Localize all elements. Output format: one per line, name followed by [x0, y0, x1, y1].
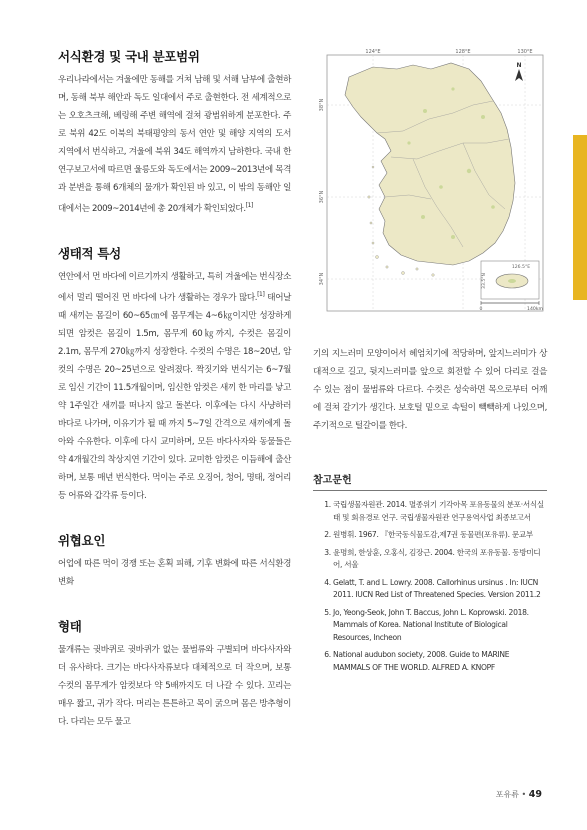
habitat-text: [58, 71, 291, 218]
chapter-tab: [573, 135, 587, 300]
right-column: [313, 345, 547, 679]
page-number: 49: [528, 789, 542, 800]
reference-item-3: 3. 윤명희, 한상훈, 오홍식, 김장근. 2004. 한국의 포유동물. 동방미디어, 서울: [333, 547, 547, 572]
threat-title: 위협요인: [58, 532, 106, 548]
reference-item-6: 6. National audubon society, 2008. Guide to MARINE MAMMALS OF THE WORLD. ALFRED A. KNOPF: [333, 649, 547, 674]
ecology-section: [58, 244, 291, 505]
reference-item-2: 2. 원병휘. 1967. 『한국동식물도감,제7권 동물편(포유류). 문교부: [333, 529, 547, 542]
page-footer: [496, 789, 542, 800]
threat-section: [58, 531, 291, 591]
references-list: [313, 499, 547, 674]
ecology-title: 생태적 특성: [58, 245, 121, 261]
jeju-inset: [481, 261, 539, 299]
morphology-continued-text: 기의 지느러미 모양이어서 헤엄치기에 적당하며, 앞지느러미가 상대적으로 길고, 뒷지느러미를 앞으로 회전할 수 있어 다리로 걸을 수 있는 점이 물범류와 다르다. 수컷은 성숙하면 목으로부터 어깨에 걸쳐 갈기가 생긴다. 보호털 밑으로 속털이 빽빽하게 나있으며, 주기적으로 털갈이를 한다.: [313, 349, 547, 431]
footer-section-label: 포유류: [495, 790, 519, 799]
habitat-body: 우리나라에서는 겨울에만 동해를 거쳐 남해 및 서해 남부에 출현하며, 동해 북부 해안과 독도 일대에서 주로 출현한다. 전 세계적으로는 오호츠크해, 베링해 주변 해역에 걸쳐 광범위하게 분포한다. 주로 북위 42도 이북의 북태평양의 동서 연안 및 해양 지역의 도서 지역에서 번식하고, 겨울에 북위 34도 해역까지 남하한다. 국내 한 연구보고서에 따르면 울릉도와 독도에서는 2009~2013년에 목격과 분변을 통해 6개체의 물개가 확인된 바 있고, 이 밖의 동해안 일대에서는 2009~2014년에 총 20개체가 확인되었다.: [58, 75, 291, 214]
lon-label-130: 130°E: [517, 49, 533, 55]
north-label: N: [516, 62, 522, 69]
scale-end: 140km: [527, 307, 543, 312]
footer-separator: •: [521, 790, 527, 799]
morphology-text: 물개류는 귓바퀴로 귓바퀴가 없는 물범류와 구별되며 바다사자와 더 유사하다. 크기는 바다사자류보다 대체적으로 더 작으며, 보통 수컷의 몸무게가 암컷보다 약 5배까지도 더 나갈 수 있다. 꼬리는 매우 짧고, 귀가 작다. 머리는 튼튼하고 목이 굵으며 몸은 방추형이다. 다리는 모두 물고: [58, 644, 291, 727]
scale-start: 0: [479, 307, 483, 312]
left-column: [58, 47, 291, 757]
references-title: 참고문헌: [313, 475, 352, 486]
reference-item-1: 1. 국립생물자원관. 2014. 멸종위기 기각아목 포유동물의 분포·서식실태 및 회유경로 연구. 국립생물자원관 연구용역사업 최종보고서: [333, 499, 547, 524]
lat-label-34: 34°N: [319, 272, 325, 286]
reference-item-4: 4. Gelatt, T. and L. Lowry. 2008. Callorhinus ursinus . In: IUCN 2011. IUCN Red List of Threatened Species. Version 2011.2: [333, 577, 547, 602]
references-section: [313, 471, 547, 674]
distribution-map: [313, 47, 547, 319]
lon-label-124: 124°E: [365, 49, 381, 55]
ecology-body-b: 태어날 때 새끼는 몸길이 60~65㎝에 몸무게는 4~6㎏이지만 성장하게 되면 암컷은 몸길이 1.5m, 몸무게 60㎏까지, 수컷은 몸길이 2.1m, 몸무게 270㎏까지 성장한다. 수컷의 수명은 18~20년, 암컷의 수명은 20~25년으로 알려졌다. 짝짓기와 번식기는 6~7월로 임신 기간이 11.5개월이며, 임신한 암컷은 새끼 한 마리를 낳고 약 1주일간 새끼를 떠나지 않고 돌본다. 이후에는 다시 사냥하러 바다로 나가며, 이유기가 될 때 까지 5~7일 간격으로 새끼에게 돌아와 수유한다. 이후에 다시 교미하며, 모든 바다사자와 동물들은 약 4개월간의 착상지연 기간이 있다. 교미한 암컷은 이듬해에 출산하며, 보통 매년 번식한다. 먹이는 주로 오징어, 청어, 명태, 정어리 등 어류와 갑각류 등이다.: [58, 292, 291, 501]
inset-lon-label: 126.5°E: [511, 265, 531, 270]
morphology-title: 형태: [58, 618, 82, 634]
lat-label-36: 36°N: [319, 190, 325, 204]
ecology-cite: [1]: [257, 290, 265, 298]
ecology-body-a: 연안에서 먼 바다에 이르기까지 생활하고, 특히 겨울에는 번식장소에서 멀리 떨어진 먼 바다에 나가 생활하는 경우가 많다.: [58, 271, 291, 303]
inset-lat-label: 33.5°N: [482, 273, 487, 289]
reference-item-5: 5. Jo, Yeong-Seok, John T. Baccus, John L. Koprowski. 2018. Mammals of Korea. National Institute of Biological Resources, Incheon: [333, 607, 547, 645]
threat-text: 어업에 따른 먹이 경쟁 또는 혼획 피해, 기후 변화에 따른 서식환경 변화: [58, 558, 291, 587]
habitat-cite: [1]: [245, 202, 253, 209]
habitat-section: [58, 47, 291, 218]
ecology-text: [58, 268, 291, 505]
habitat-title: 서식환경 및 국내 분포범위: [58, 49, 200, 64]
lat-label-38: 38°N: [319, 98, 325, 112]
morphology-section: [58, 617, 291, 731]
jeju-protected-area: [508, 279, 516, 283]
references-divider: [313, 490, 547, 491]
lon-label-128: 128°E: [455, 49, 471, 55]
